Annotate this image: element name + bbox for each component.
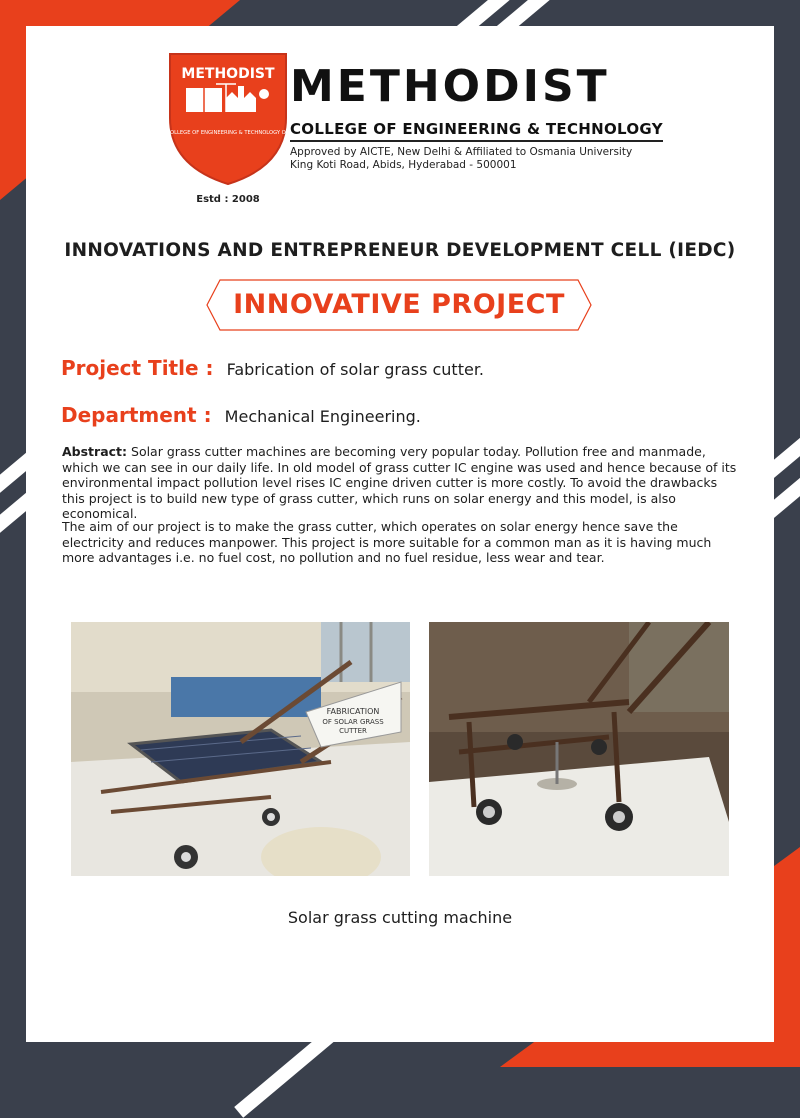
department-value: Mechanical Engineering. (224, 407, 421, 426)
project-title-value: Fabrication of solar grass cutter. (226, 360, 485, 379)
college-name: METHODIST (290, 61, 610, 112)
college-logo (166, 48, 290, 188)
project-title-row (61, 356, 484, 380)
photo-sign-text: FABRICATION (326, 707, 380, 716)
college-fullname: COLLEGE OF ENGINEERING & TECHNOLOGY (290, 120, 663, 142)
department-label: Department : (61, 403, 212, 427)
photo-sign-text: OF SOLAR GRASS (322, 718, 384, 726)
established-year: Estd : 2008 (196, 194, 260, 205)
aim-paragraph: The aim of our project is to make the grass cutter, which operates on solar energy hence save the electricity and reduces manpower. This project is more suitable for a common man as it is having much more advantages i.e. no fuel cost, no pollution and no fuel residue, less wear and tear. (62, 519, 712, 565)
banner-title: INNOVATIVE PROJECT (233, 289, 565, 320)
cell-title: INNOVATIONS AND ENTREPRENEUR DEVELOPMENT CELL (IEDC) (64, 240, 736, 261)
abstract-paragraph (62, 444, 742, 522)
abstract-label: Abstract: (62, 444, 128, 459)
photo-grass-cutter-side (71, 622, 410, 876)
approval-line: Approved by AICTE, New Delhi & Affiliated to Osmania University (290, 146, 633, 158)
college-header (166, 48, 666, 208)
department-row (61, 403, 421, 427)
logo-top-text: METHODIST (181, 66, 275, 82)
photo-sign-text: CUTTER (339, 727, 367, 735)
approval-info (290, 146, 632, 172)
logo-inner-text: COLLEGE OF ENGINEERING & TECHNOLOGY OU (166, 130, 290, 136)
photo-grass-cutter-front (429, 622, 729, 876)
address-line: King Koti Road, Abids, Hyderabad - 500001 (290, 159, 517, 171)
poster-card (26, 26, 774, 1042)
project-banner (206, 279, 592, 331)
photo-caption: Solar grass cutting machine (287, 908, 513, 927)
project-title-label: Project Title : (61, 356, 214, 380)
abstract-text: Solar grass cutter machines are becoming very popular today. Pollution free and manmade, which we can see in our daily life. In old model of grass cutter IC engine was used and hence because of its environmental impact pollution level rises IC engine driven cutter is more costly. To avoid the drawbacks this project is to build new type of grass cutter, which runs on solar energy and this model, is also economical. (62, 444, 737, 521)
